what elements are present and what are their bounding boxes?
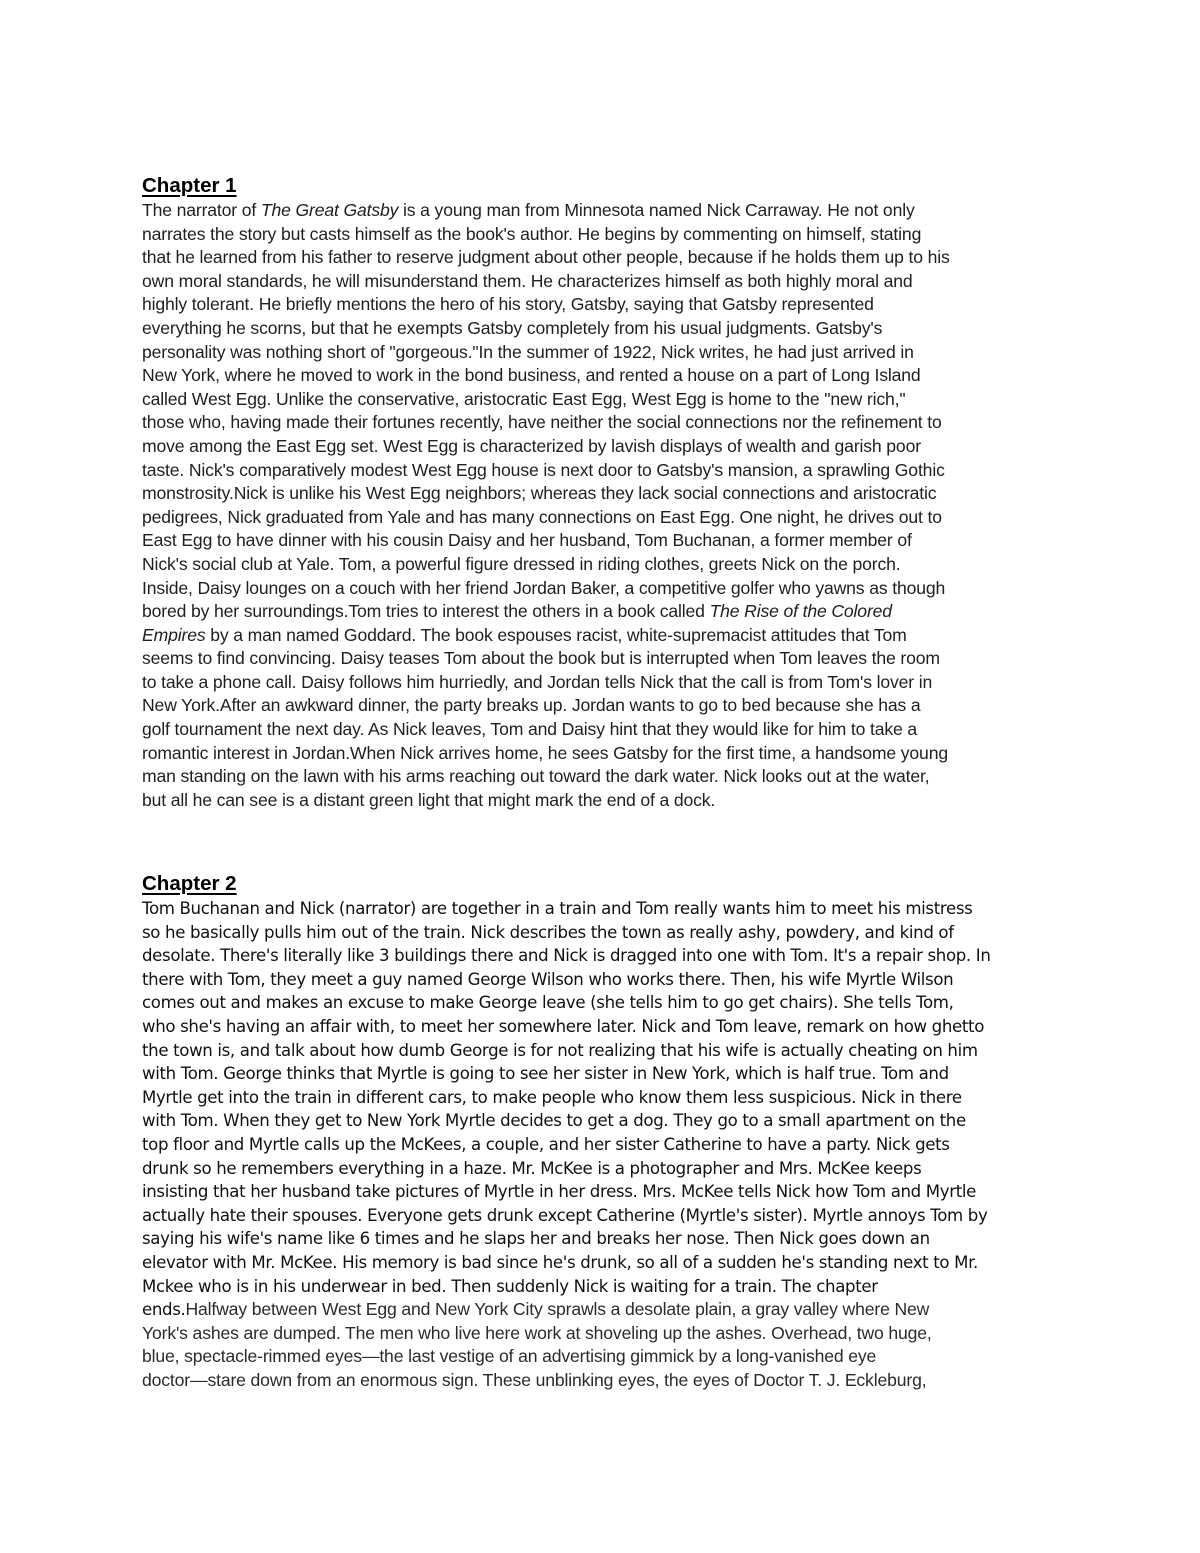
chapter-2-line: with Tom. George thinks that Myrtle is going to see her sister in New York, which is half true. Tom and	[142, 1064, 949, 1084]
chapter-2-line: there with Tom, they meet a guy named George Wilson who works there. Then, his wife Myrtle Wilson	[142, 969, 954, 989]
text-run: ends.	[142, 1300, 186, 1320]
chapter-2-line: with Tom. When they get to New York Myrtle decides to get a dog. They go to a small apartment on the	[142, 1111, 966, 1131]
chapter-2-line: who she's having an affair with, to meet her somewhere later. Nick and Tom leave, remark on how ghetto	[142, 1016, 985, 1036]
text-run: by a man named Goddard. The book espouses racist, white-supremacist attitudes that Tom	[205, 624, 907, 645]
chapter-1-line	[142, 529, 1067, 553]
chapter-2-line: elevator with Mr. McKee. His memory is bad since he's drunk, so all of a sudden he's standing next to Mr.	[142, 1252, 978, 1272]
chapter-1-line	[142, 482, 1067, 506]
chapter-1-body	[142, 199, 1067, 812]
chapter-2-line: York's ashes are dumped. The men who live here work at shoveling up the ashes. Overhead, two huge,	[142, 1322, 932, 1343]
text-run: called West Egg. Unlike the conservative, aristocratic East Egg, West Egg is home to the "new rich,"	[142, 388, 906, 409]
chapter-1-line	[142, 435, 1067, 459]
text-run: Inside, Daisy lounges on a couch with her friend Jordan Baker, a competitive golfer who yawns as though	[142, 577, 946, 598]
chapter-1-line	[142, 765, 1067, 789]
text-run: man standing on the lawn with his arms reaching out toward the dark water. Nick looks out at the water,	[142, 766, 930, 787]
chapter-1-heading: Chapter 1	[142, 174, 237, 197]
chapter-1-line	[142, 671, 1067, 695]
chapter-2-line: so he basically pulls him out of the train. Nick describes the town as really ashy, powdery, and kind of	[142, 922, 954, 942]
chapter-1-line	[142, 411, 1067, 435]
text-run: The narrator of	[142, 200, 261, 220]
chapter-2-line	[142, 1298, 1067, 1322]
book-title-italic: The Rise of the Colored	[709, 601, 892, 622]
chapter-2-line: top floor and Myrtle calls up the McKees, a couple, and her sister Catherine to have a party. Nick gets	[142, 1134, 950, 1154]
text-run: to take a phone call. Daisy follows him hurriedly, and Jordan tells Nick that the call is from Tom's lover in	[142, 671, 933, 692]
chapter-2-line: desolate. There's literally like 3 buildings there and Nick is dragged into one with Tom. It's a repair shop. In	[142, 946, 991, 966]
text-run: own moral standards, he will misunderstand them. He characterizes himself as both highly moral and	[142, 270, 913, 291]
text-run: narrates the story but casts himself as the book's author. He begins by commenting on himself, stating	[142, 223, 922, 244]
text-run: Nick's social club at Yale. Tom, a powerful figure dressed in riding clothes, greets Nick on the porch.	[142, 553, 901, 574]
chapter-1-line	[142, 553, 1067, 577]
chapter-1-line	[142, 293, 1067, 317]
chapter-2-line: drunk so he remembers everything in a haze. Mr. McKee is a photographer and Mrs. McKee keeps	[142, 1158, 922, 1178]
text-run: East Egg to have dinner with his cousin Daisy and her husband, Tom Buchanan, a former member of	[142, 530, 912, 551]
chapter-1-line	[142, 624, 1067, 648]
chapter-1-line	[142, 694, 1067, 718]
chapter-1-line	[142, 246, 1067, 270]
chapter-2-line: Mckee who is in his underwear in bed. Then suddenly Nick is waiting for a train. The chapter	[142, 1276, 878, 1296]
text-run: taste. Nick's comparatively modest West Egg house is next door to Gatsby's mansion, a sprawling Gothic	[142, 459, 945, 480]
book-title-italic: Empires	[142, 624, 206, 645]
chapter-1-line	[142, 317, 1067, 341]
chapter-1-line	[142, 270, 1067, 294]
text-run: move among the East Egg set. West Egg is characterized by lavish displays of wealth and garish poor	[142, 435, 921, 456]
chapter-2-heading: Chapter 2	[142, 872, 237, 895]
text-run: that he learned from his father to reserve judgment about other people, because if he holds them up to his	[142, 247, 950, 268]
chapter-2-line: insisting that her husband take pictures of Myrtle in her dress. Mrs. McKee tells Nick how Tom and Myrtle	[142, 1182, 976, 1202]
chapter-1-section	[142, 172, 1067, 812]
chapter-1-line	[142, 223, 1067, 247]
text-run: Halfway between West Egg and New York City sprawls a desolate plain, a gray valley where New	[185, 1299, 930, 1320]
chapter-1-line	[142, 577, 1067, 601]
text-run: highly tolerant. He briefly mentions the hero of his story, Gatsby, saying that Gatsby represented	[142, 294, 874, 315]
chapter-1-line	[142, 647, 1067, 671]
text-run: monstrosity.Nick is unlike his West Egg neighbors; whereas they lack social connections and aristocratic	[142, 483, 937, 504]
chapter-2-line: actually hate their spouses. Everyone gets drunk except Catherine (Myrtle's sister). Myrtle annoys Tom by	[142, 1205, 988, 1225]
text-run: bored by her surroundings.Tom tries to interest the others in a book called	[142, 601, 710, 622]
chapter-2-line: blue, spectacle-rimmed eyes—the last vestige of an advertising gimmick by a long-vanished eye	[142, 1346, 877, 1367]
chapter-2-section	[142, 870, 1067, 1392]
chapter-1-line	[142, 459, 1067, 483]
text-run: personality was nothing short of "gorgeous."In the summer of 1922, Nick writes, he had just arrived in	[142, 341, 914, 362]
chapter-2-line: the town is, and talk about how dumb George is for not realizing that his wife is actually cheating on him	[142, 1040, 978, 1060]
text-run: golf tournament the next day. As Nick leaves, Tom and Daisy hint that they would like for him to take a	[142, 719, 918, 740]
text-run: those who, having made their fortunes recently, have neither the social connections nor the refinement to	[142, 412, 942, 433]
chapter-1-line	[142, 600, 1067, 624]
text-run: seems to find convincing. Daisy teases Tom about the book but is interrupted when Tom leaves the room	[142, 648, 940, 669]
chapter-2-line: Myrtle get into the train in different cars, to make people who know them less suspicious. Nick in there	[142, 1087, 962, 1107]
book-title-italic: The Great Gatsby	[260, 200, 399, 220]
chapter-1-line	[142, 341, 1067, 365]
text-run: everything he scorns, but that he exempts Gatsby completely from his usual judgments. Gatsby's	[142, 317, 883, 338]
text-run: New York, where he moved to work in the bond business, and rented a house on a part of Long Island	[142, 365, 921, 386]
chapter-1-line	[142, 364, 1067, 388]
text-run: pedigrees, Nick graduated from Yale and has many connections on East Egg. One night, he drives out to	[142, 506, 942, 527]
chapter-1-line	[142, 506, 1067, 530]
text-run: but all he can see is a distant green light that might mark the end of a dock.	[142, 789, 716, 810]
text-run: New York.After an awkward dinner, the party breaks up. Jordan wants to go to bed because she has a	[142, 695, 921, 716]
text-run: romantic interest in Jordan.When Nick arrives home, he sees Gatsby for the first time, a handsome young	[142, 742, 948, 763]
chapter-2-body	[142, 897, 1067, 1392]
chapter-1-line	[142, 742, 1067, 766]
chapter-1-line	[142, 388, 1067, 412]
chapter-2-line: doctor—stare down from an enormous sign. These unblinking eyes, the eyes of Doctor T. J. Eckleburg,	[142, 1369, 927, 1390]
chapter-2-line: comes out and makes an excuse to make George leave (she tells him to go get chairs). She tells Tom,	[142, 993, 954, 1013]
chapter-2-line: Tom Buchanan and Nick (narrator) are together in a train and Tom really wants him to meet his mistress	[142, 899, 973, 918]
chapter-1-line	[142, 199, 1067, 223]
chapter-2-line: saying his wife's name like 6 times and he slaps her and breaks her nose. Then Nick goes down an	[142, 1229, 930, 1249]
text-run: is a young man from Minnesota named Nick Carraway. He not only	[398, 200, 915, 220]
chapter-1-line	[142, 718, 1067, 742]
chapter-1-line	[142, 789, 1067, 813]
